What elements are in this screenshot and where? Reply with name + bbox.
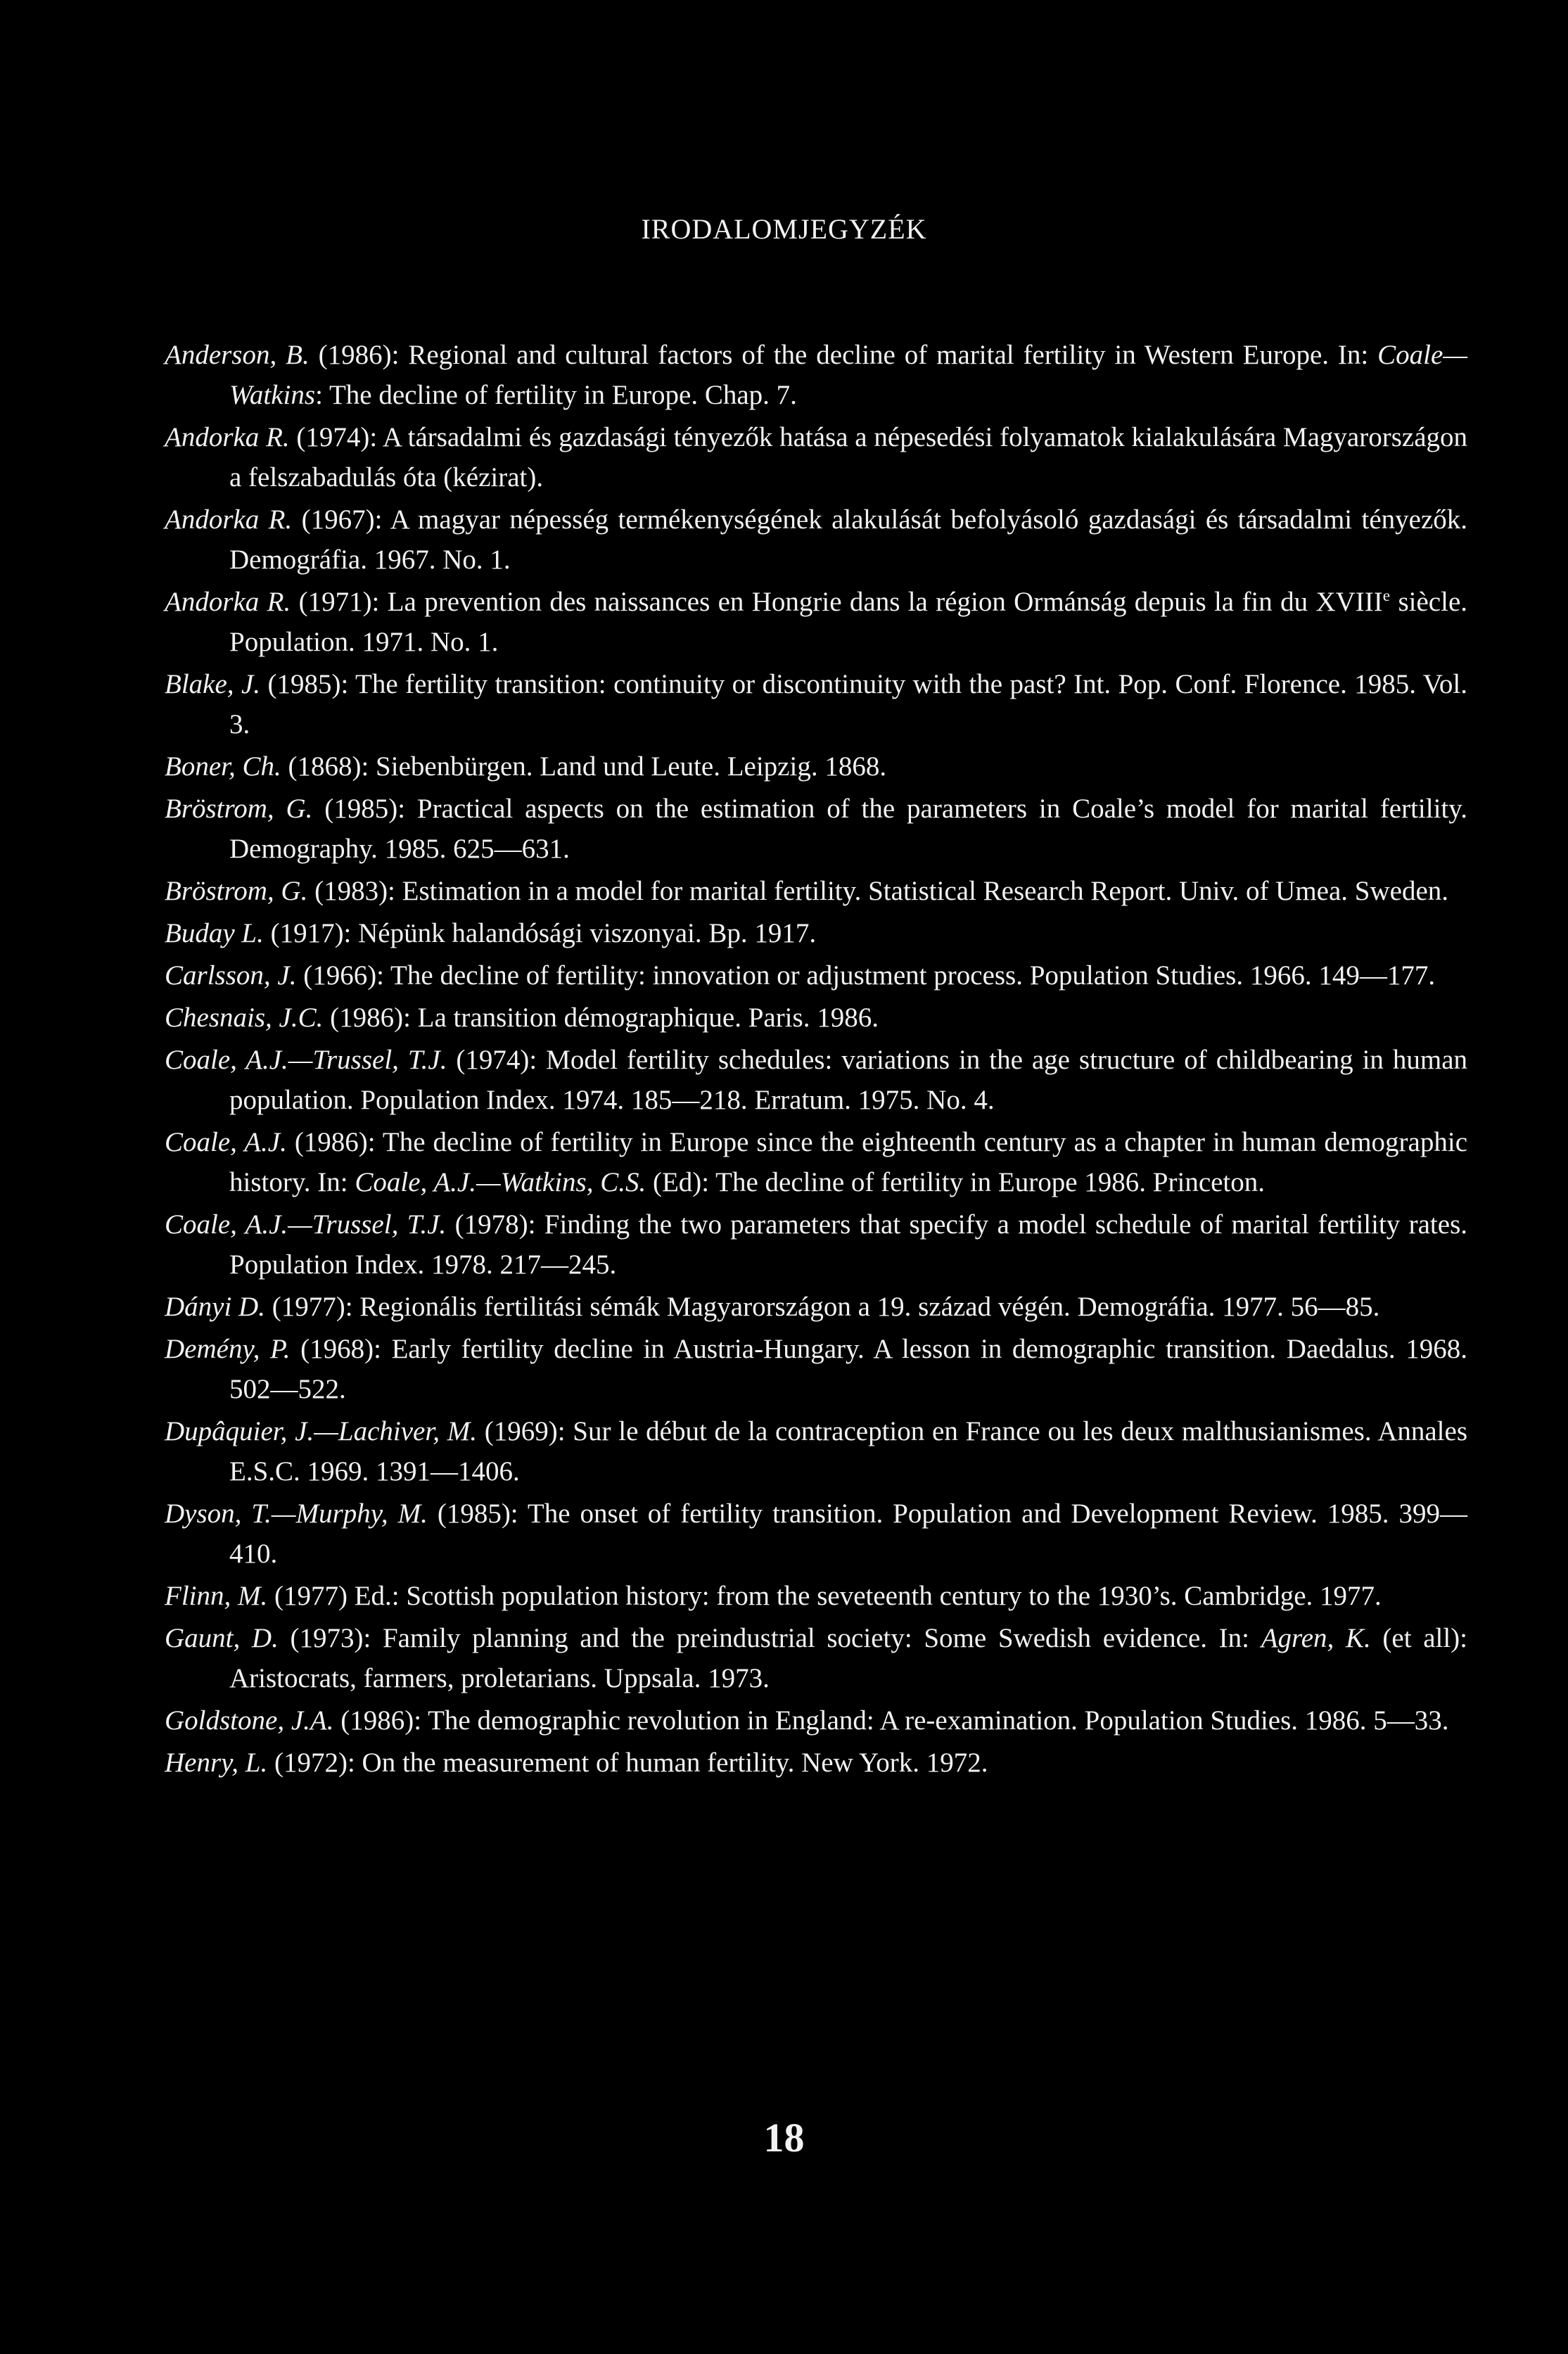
reference-text: (1974): Model fertility schedules: variations in the age structure of childbearing in human population. Population Index. 1974. 185—218. Erratum. 1975. No. 4. (229, 1045, 1467, 1115)
reference-author: Dyson, T.—Murphy, M. (165, 1499, 428, 1529)
reference-author: Andorka R. (165, 504, 293, 535)
reference-author: Goldstone, J.A. (165, 1705, 334, 1736)
reference-entry (165, 1122, 1467, 1202)
reference-entry (165, 664, 1467, 744)
reference-text: (1977): Regionális fertilitási sémák Magyarországon a 19. század végén. Demográfia. 1977. 56—85. (272, 1292, 1380, 1322)
page-heading: IRODALOMJEGYZÉK (641, 213, 927, 245)
reference-text-continued: (et all): Aristocrats, farmers, proletarians. Uppsala. 1973. (229, 1623, 1468, 1693)
reference-author: Henry, L. (165, 1748, 268, 1778)
reference-text: (1917): Népünk halandósági viszonyai. Bp. 1917. (270, 918, 817, 948)
reference-entry (165, 998, 1467, 1038)
reference-entry (165, 417, 1467, 497)
reference-author: Carlsson, J. (165, 960, 297, 991)
reference-text: (1978): Finding the two parameters that specify a model schedule of marital fertility rates. Population Index. 1978. 217—245. (229, 1209, 1467, 1280)
reference-entry (165, 1618, 1467, 1698)
reference-author: Andorka R. (165, 587, 291, 617)
reference-entry (165, 1287, 1467, 1327)
reference-entry (165, 1743, 1467, 1783)
reference-entry (165, 1494, 1467, 1574)
reference-author: Chesnais, J.C. (165, 1003, 324, 1033)
reference-text: (1969): Sur le début de la contraception en France ou les deux malthusianismes. Annales E.S.C. 1969. 1391—1406. (229, 1416, 1467, 1487)
reference-text-continued: : The decline of fertility in Europe. Chap. 7. (315, 380, 797, 410)
reference-text: (1974): A társadalmi és gazdasági tényezők hatása a népesedési folyamatok kialakulására Magyarországon a felszabadulás óta (kézirat). (229, 422, 1468, 492)
reference-text: (1986): La transition démographique. Paris. 1986. (330, 1003, 879, 1033)
reference-editor: Coale—Watkins (229, 340, 1468, 410)
reference-text-continued: (Ed): The decline of fertility in Europe 1986. Princeton. (646, 1167, 1266, 1197)
reference-author: Bröstrom, G. (165, 794, 313, 824)
reference-entry (165, 1204, 1467, 1285)
reference-text: (1985): The fertility transition: continuity or discontinuity with the past? Int. Pop. Conf. Florence. 1985. Vol. 3. (229, 669, 1467, 739)
reference-author: Flinn, M. (165, 1581, 268, 1611)
reference-author: Gaunt, D. (165, 1623, 279, 1653)
reference-entry (165, 1040, 1467, 1120)
reference-author: Coale, A.J. (165, 1127, 287, 1157)
reference-entry (165, 955, 1467, 995)
reference-entry (165, 871, 1467, 911)
reference-entry (165, 1576, 1467, 1616)
reference-entry (165, 335, 1467, 415)
reference-author: Coale, A.J.—Trussel, T.J. (165, 1045, 447, 1075)
reference-text: (1868): Siebenbürgen. Land und Leute. Leipzig. 1868. (288, 751, 887, 782)
reference-text: (1973): Family planning and the preindustrial society: Some Swedish evidence. In: (290, 1623, 1261, 1653)
reference-text: (1977) Ed.: Scottish population history: from the seveteenth century to the 1930’s. Cambridge. 1977. (274, 1581, 1382, 1611)
reference-editor: Agren, K. (1261, 1623, 1371, 1653)
reference-editor: Coale, A.J.—Watkins, C.S. (355, 1167, 646, 1197)
reference-entry (165, 746, 1467, 787)
reference-entry (165, 913, 1467, 953)
reference-author: Andorka R. (165, 422, 290, 452)
reference-entry (165, 500, 1467, 580)
reference-text: (1986): The decline of fertility in Europe since the eighteenth century as a chapter in human demographic history. In: (229, 1127, 1468, 1197)
reference-entry (165, 789, 1467, 869)
reference-text: (1983): Estimation in a model for marital fertility. Statistical Research Report. Univ. of Umea. Sweden. (314, 876, 1449, 906)
reference-author: Bröstrom, G. (165, 876, 308, 906)
reference-entry (165, 1329, 1467, 1409)
reference-superscript: e (1382, 587, 1391, 605)
reference-text: (1985): Practical aspects on the estimation of the parameters in Coale’s model for marital fertility. Demography. 1985. 625—631. (229, 794, 1467, 864)
reference-entry (165, 1700, 1467, 1741)
reference-author: Anderson, B. (165, 340, 310, 370)
reference-entry (165, 1411, 1467, 1491)
reference-entry (165, 582, 1467, 662)
reference-author: Coale, A.J.—Trussel, T.J. (165, 1209, 447, 1240)
reference-text: (1966): The decline of fertility: innovation or adjustment process. Population Studies. 1966. 149—177. (303, 960, 1436, 991)
reference-author: Blake, J. (165, 669, 261, 699)
reference-text-continued: siècle. Population. 1971. No. 1. (229, 587, 1468, 657)
reference-author: Dupâquier, J.—Lachiver, M. (165, 1416, 477, 1446)
reference-text: (1986): Regional and cultural factors of the decline of marital fertility in Western Europe. In: (318, 340, 1378, 370)
reference-text: (1967): A magyar népesség termékenységének alakulását befolyásoló gazdasági és társadalmi tényezők. Demográfia. 1967. No. 1. (229, 504, 1468, 575)
reference-text: (1968): Early fertility decline in Austria-Hungary. A lesson in demographic transition. Daedalus. 1968. 502—522. (229, 1334, 1468, 1404)
reference-text: (1971): La prevention des naissances en Hongrie dans la région Ormánság depuis la fin du XVIII (298, 587, 1383, 617)
reference-author: Dányi D. (165, 1292, 265, 1322)
reference-text: (1986): The demographic revolution in England: A re-examination. Population Studies. 1986. 5—33. (340, 1705, 1449, 1736)
reference-author: Boner, Ch. (165, 751, 281, 782)
reference-text: (1972): On the measurement of human fertility. New York. 1972. (274, 1748, 988, 1778)
page-number: 18 (763, 2115, 805, 2161)
reference-list (165, 335, 1467, 1783)
reference-author: Demény, P. (165, 1334, 291, 1364)
reference-author: Buday L. (165, 918, 264, 948)
reference-text: (1985): The onset of fertility transition. Population and Development Review. 1985. 399—410. (229, 1499, 1467, 1569)
